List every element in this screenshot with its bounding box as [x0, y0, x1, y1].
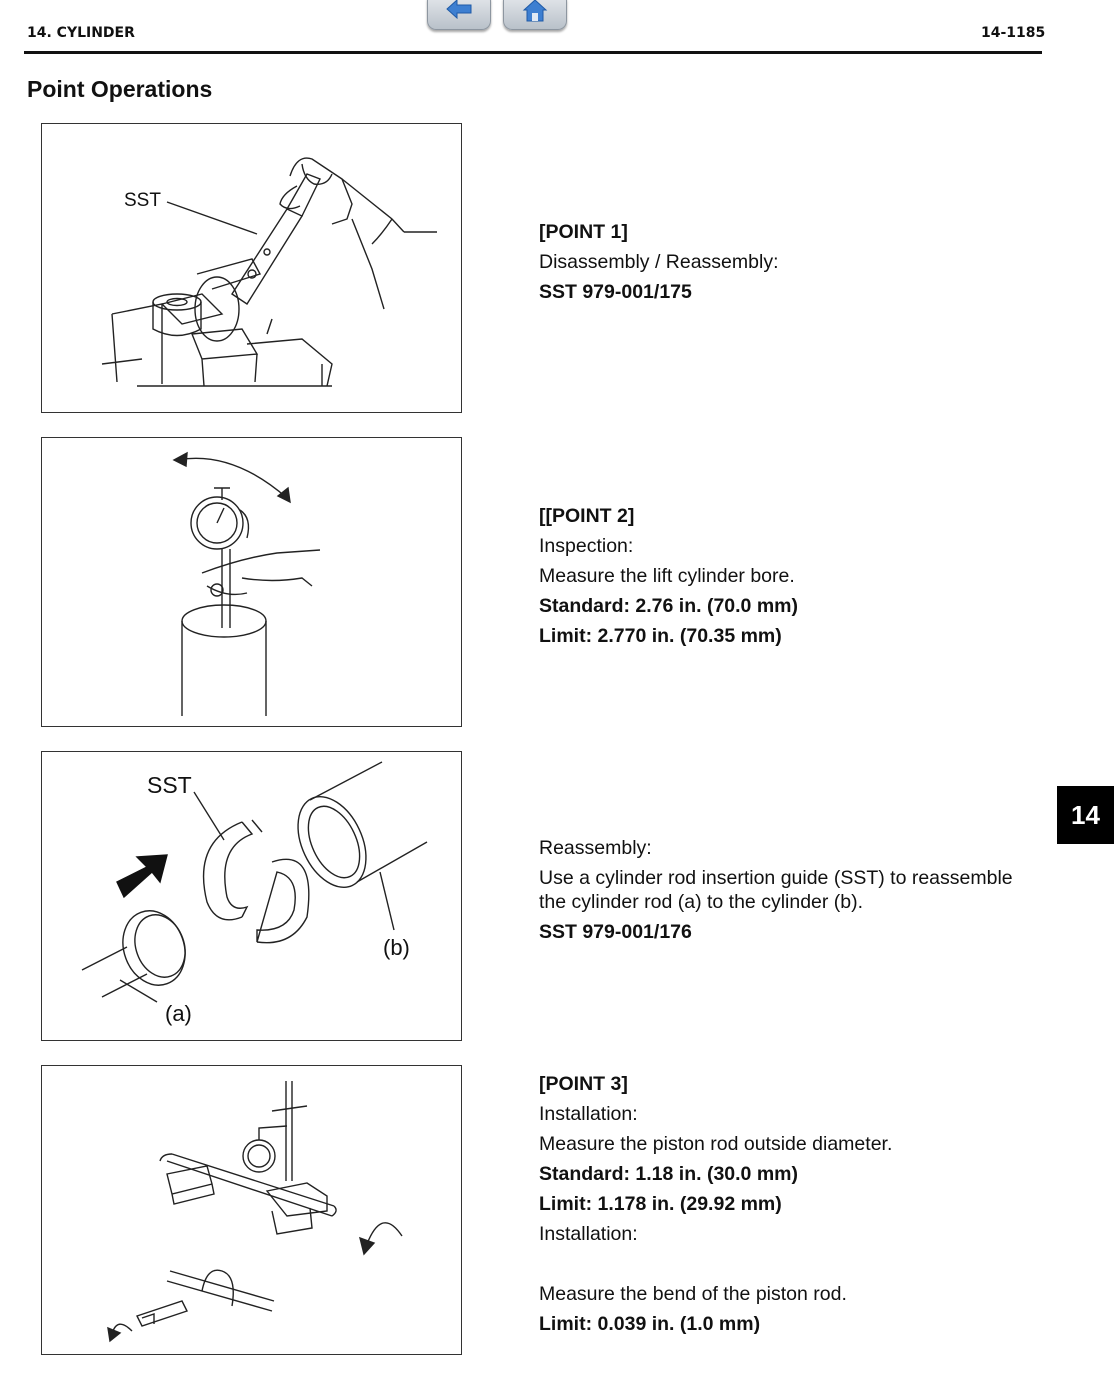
figure-sst-wrench: [41, 123, 462, 413]
point3-instruction-1: Measure the piston rod outside diameter.: [539, 1133, 893, 1155]
figure-piston-rod-measurement: [41, 1065, 462, 1355]
point2-standard: Standard: 2.76 in. (70.0 mm): [539, 595, 798, 617]
header-divider: [24, 51, 1042, 54]
point3-text: [539, 1069, 1039, 1339]
page-number: 14-1185: [981, 25, 1046, 41]
point3-limit-2: Limit: 0.039 in. (1.0 mm): [539, 1313, 761, 1335]
page-title: Point Operations: [27, 76, 213, 102]
home-button[interactable]: [503, 0, 567, 30]
point3-subheading-2: Installation:: [539, 1223, 638, 1245]
point2-heading: [[POINT 2]: [539, 505, 635, 527]
back-button[interactable]: [427, 0, 491, 30]
point2-subheading: Inspection:: [539, 535, 634, 557]
point3-instruction-2: Measure the bend of the piston rod.: [539, 1283, 847, 1305]
fig1-sst-label: SST: [124, 190, 161, 211]
reassembly-instruction: Use a cylinder rod insertion guide (SST) to reassemble the cylinder rod (a) to the cylinder (b).: [539, 867, 1019, 913]
point1-text: [539, 217, 1039, 307]
home-icon: [521, 0, 549, 22]
point3-standard: Standard: 1.18 in. (30.0 mm): [539, 1163, 798, 1185]
figure-insertion-guide: [41, 751, 462, 1041]
reassembly-sst: SST 979-001/176: [539, 921, 692, 943]
point2-limit: Limit: 2.770 in. (70.35 mm): [539, 625, 782, 647]
point3-heading: [POINT 3]: [539, 1073, 628, 1095]
section-title: 14. CYLINDER: [27, 25, 135, 41]
point2-text: [539, 501, 1039, 651]
reassembly-text: [539, 833, 1039, 947]
spacer: [539, 1249, 1039, 1279]
point1-heading: [POINT 1]: [539, 221, 628, 243]
fig3-label-a: (a): [165, 1001, 192, 1026]
point3-subheading-1: Installation:: [539, 1103, 638, 1125]
back-arrow-icon: [445, 0, 473, 20]
point3-limit-1: Limit: 1.178 in. (29.92 mm): [539, 1193, 782, 1215]
figure-bore-gauge: [41, 437, 462, 727]
fig3-sst-label: SST: [147, 772, 192, 798]
fig3-label-b: (b): [383, 935, 410, 960]
chapter-tab[interactable]: 14: [1057, 786, 1114, 844]
point1-sst: SST 979-001/175: [539, 281, 692, 303]
point2-instruction: Measure the lift cylinder bore.: [539, 565, 795, 587]
point1-subheading: Disassembly / Reassembly:: [539, 251, 779, 273]
reassembly-subheading: Reassembly:: [539, 837, 652, 859]
